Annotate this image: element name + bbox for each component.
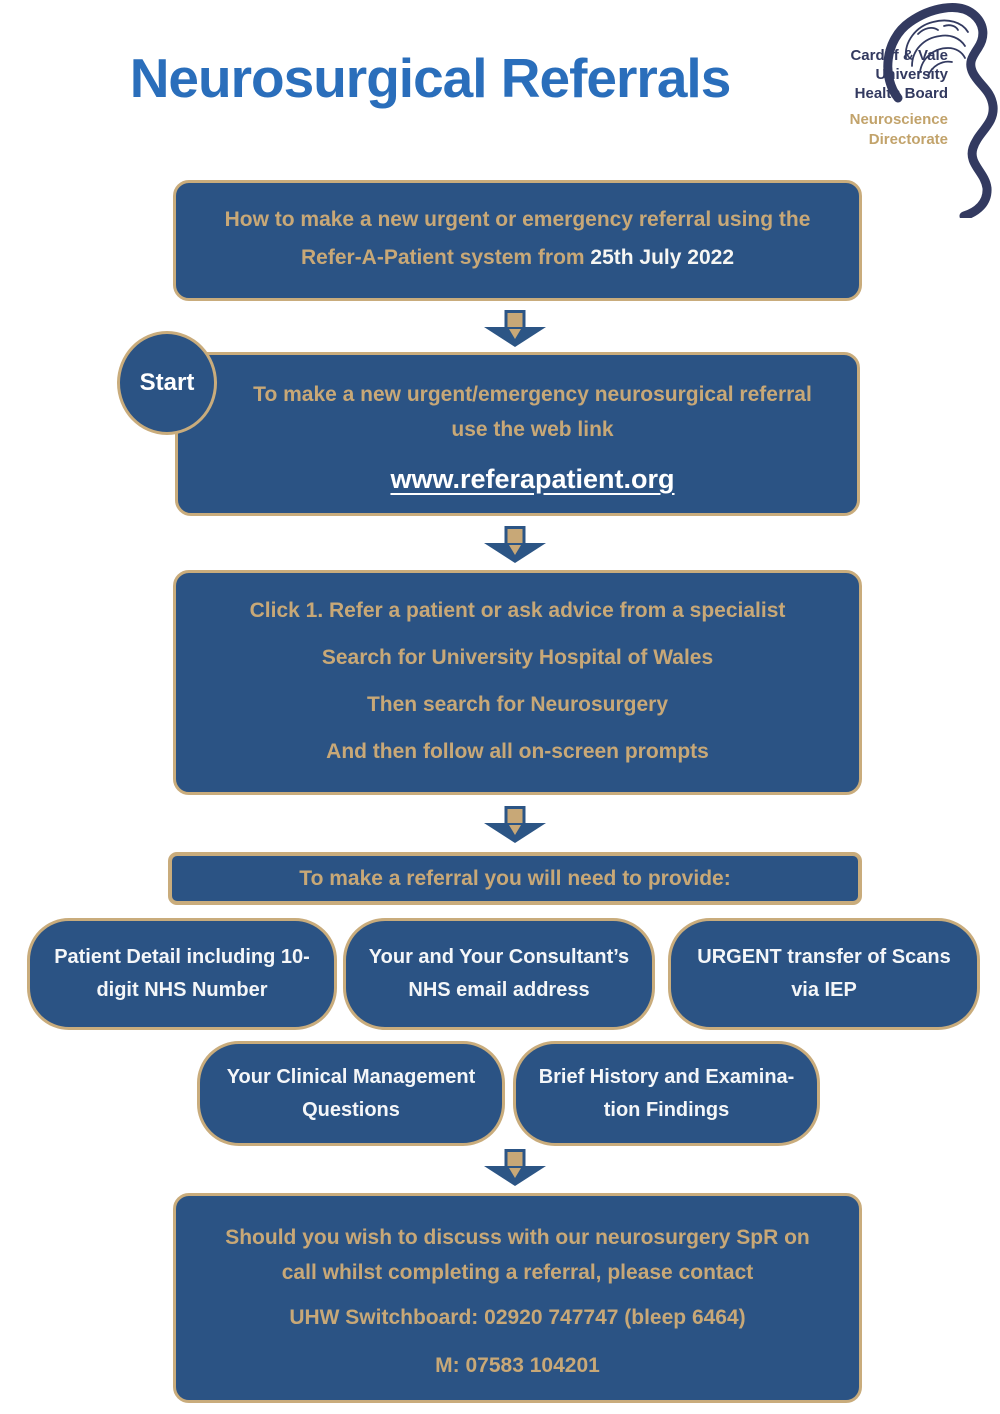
pill-line1: Brief History and Examina- (538, 1065, 795, 1088)
pill-line2: via IEP (791, 979, 857, 1001)
logo-org-line2: University (875, 66, 948, 83)
requirement-pill-nhs-email (343, 918, 655, 1030)
pill-line2: tion Findings (603, 1098, 730, 1121)
pill-line1: Patient Detail including 10- (54, 946, 310, 968)
intro-box (173, 180, 862, 301)
weblink-box (175, 352, 860, 516)
provide-bar-label: To make a referral you will need to provide: (299, 866, 731, 890)
pill-line2: Questions (302, 1098, 400, 1121)
steps-box (173, 570, 862, 795)
down-arrow-icon (483, 1149, 547, 1187)
provide-bar (168, 852, 862, 905)
down-arrow-icon (483, 310, 547, 348)
logo-dept-line2: Directorate (868, 131, 948, 148)
contact-box (173, 1193, 862, 1403)
logo-org-line1: Cardiff & Vale (850, 47, 948, 64)
weblink-line2: use the web link (451, 418, 614, 441)
weblink-line1: To make a new urgent/emergency neurosurgical referral (253, 383, 812, 406)
pill-line1: Your Clinical Management (226, 1065, 476, 1088)
intro-date-highlight: 25th July 2022 (590, 246, 734, 269)
pill-line1: URGENT transfer of Scans (697, 946, 951, 968)
steps-line2: Search for University Hospital of Wales (321, 646, 714, 669)
requirement-pill-history-findings (513, 1041, 820, 1146)
down-arrow-icon (483, 806, 547, 844)
referapatient-link[interactable]: www.referapatient.org (390, 464, 675, 494)
steps-line3: Then search for Neurosurgery (366, 693, 669, 716)
contact-line2: call whilst completing a referral, please contact (281, 1261, 754, 1284)
logo-org-line3: Health Board (854, 85, 948, 102)
intro-line2 (176, 239, 859, 277)
logo-dept-line1: Neuroscience (849, 111, 948, 128)
intro-line1: How to make a new urgent or emergency referral using the (224, 208, 811, 231)
logo-text (850, 46, 948, 150)
pill-line2: digit NHS Number (96, 979, 268, 1001)
requirement-pill-patient-detail (27, 918, 337, 1030)
steps-line4: And then follow all on-screen prompts (326, 740, 709, 763)
contact-switchboard: UHW Switchboard: 02920 747747 (bleep 6464) (289, 1306, 746, 1329)
requirement-pill-scan-transfer (668, 918, 980, 1030)
steps-line1: Click 1. Refer a patient or ask advice from a specialist (249, 599, 786, 622)
intro-line2-prefix: Refer-A-Patient system from (301, 246, 591, 269)
contact-line1: Should you wish to discuss with our neurosurgery SpR on (225, 1226, 810, 1249)
down-arrow-icon (483, 526, 547, 564)
pill-line2: NHS email address (408, 979, 590, 1001)
requirement-pill-management-questions (197, 1041, 505, 1146)
pill-line1: Your and Your Consultant’s (368, 946, 630, 968)
contact-mobile: M: 07583 104201 (435, 1354, 600, 1377)
page-title: Neurosurgical Referrals (129, 47, 731, 109)
start-node (117, 331, 217, 435)
start-label: Start (139, 369, 195, 396)
